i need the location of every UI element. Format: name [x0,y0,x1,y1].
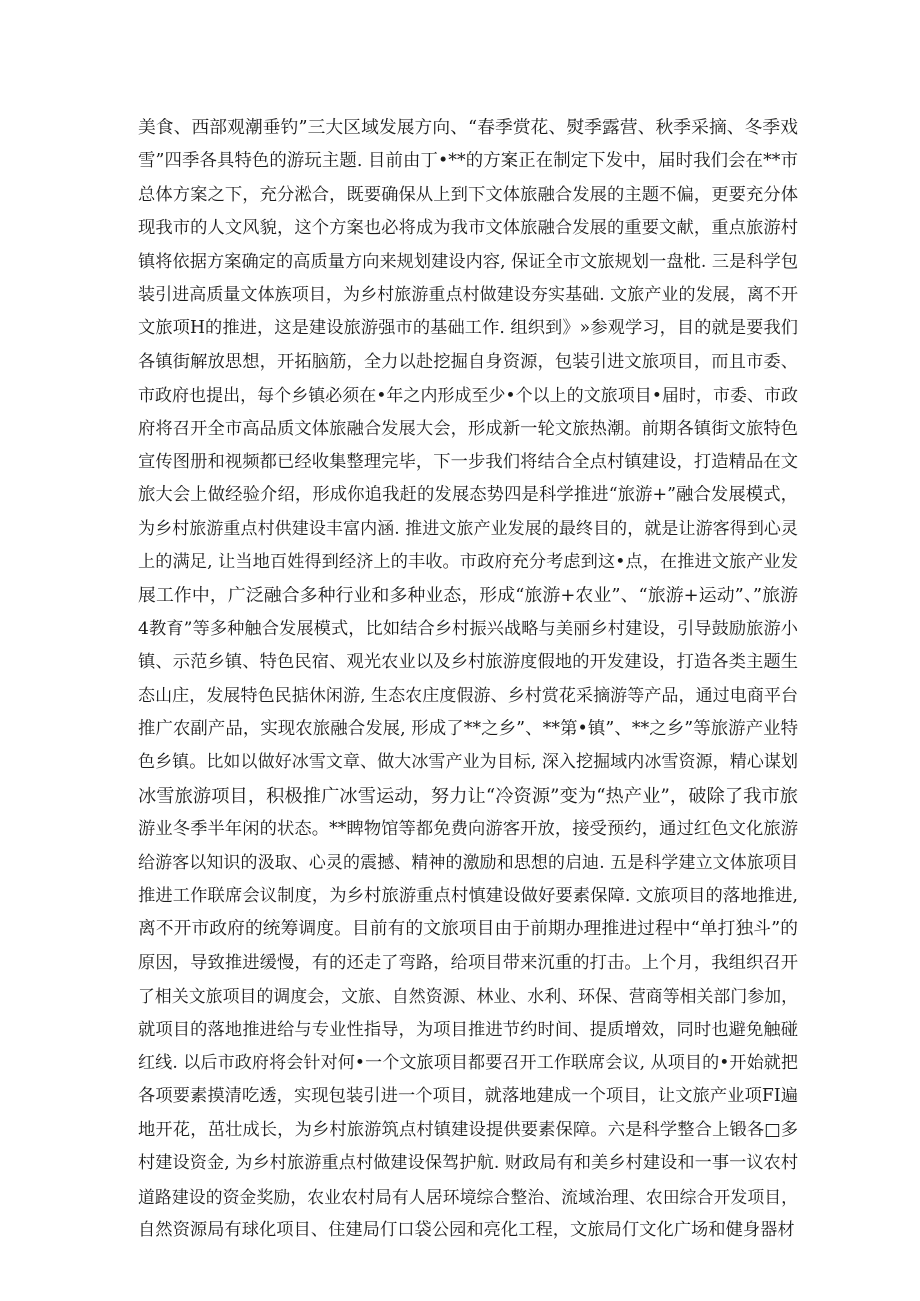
paragraph-line: 地开花，茁壮成长，为乡村旅游筑点村镇建设提供要素保障。六是科学整合上锻各□多 [138,1119,798,1140]
paragraph-line: 色乡镇。比如以做好冰雪文章、做大冰雪产业为目标, 深入挖掘域内冰雪资源，精心谋划 [138,752,798,773]
paragraph-line: 展工作中，广泛融合多种行业和多种业态，形成“旅游+农业”、“旅游+运动”、”旅游 [138,585,798,607]
paragraph-line: 宣传图册和视频都已经收集整理完毕，下一步我们将结合全点村镇建设，打造精品在文 [138,451,798,472]
paragraph-line: 上的满足, 让当地百姓得到经济上的丰收。市政府充分考虑到这•点，在推进文旅产业发 [138,552,798,573]
document-body [138,112,798,1247]
paragraph-line: 现我市的人文风貌，这个方案也必将成为我市文体旅融合发展的重要文献，重点旅游村 [138,218,798,239]
paragraph-line: 冰雪旅游项目，积极推广冰雪运动，努力让“冷资源”变为“热产业”，破除了我市旅 [138,785,798,807]
paragraph-line: 文旅项H的推进，这是建设旅游强市的基础工作. 组织到》»参观学习，目的就是要我们 [138,318,798,339]
paragraph-line: 自然资源局有球化项目、住建局仃口袋公园和亮化工程，文旅局仃文化广场和健身器材 [138,1219,795,1240]
paragraph-line: 为乡村旅游重点村供建设丰富内涵. 推进文旅产业发展的最终目的，就是让游客得到心灵 [138,518,798,539]
paragraph-line: 美食、西部观潮垂钓”三大区域发展方向、“春季赏花、熨季露营、秋季采摘、冬季戏 [138,118,798,138]
paragraph-line: 镇、示范乡镇、特色民宿、观光农业以及乡村旅游度假地的开发建设，打造各类主题生 [138,652,798,673]
paragraph-line: 旅大会上做经验介绍，形成你追我赶的发展态势四是科学推进“旅游+”融合发展模式， [138,485,798,506]
paragraph-line: 红线. 以后市政府将会针对何•一个文旅项目都要召开工作联席会议, 从项目的•开始就把 [138,1052,798,1073]
paragraph-line: 就项目的落地推进给与专业性指导，为项目推进节约时间、提质增效，同时也避免触碰 [138,1019,798,1040]
paragraph-line: 村建设资金, 为乡村旅游重点村做建设保驾护航. 财政局有和美乡村建设和一事一议农村 [138,1153,798,1174]
paragraph-line: 了相关文旅项目的调度会，文旅、自然资源、林业、水利、环保、营商等相关部门参加， [138,986,798,1007]
paragraph-line: 原因，导致推进缓慢，有的还走了弯路，给项目带来沉重的打击。上个月，我组织召开 [138,952,798,973]
paragraph-line: 离不开市政府的统筹调度。目前有的文旅项目由于前期办理推进过程中“单打独斗”的 [138,919,798,940]
paragraph-line: 市政府也提出，每个乡镇必须在•年之内形成至少•个以上的文旅项目•届时，市委、市政 [138,385,798,406]
paragraph-line: 总体方案之下，充分淞合，既要确保从上到下文体旅融合发展的主题不偏，更要充分体 [138,184,798,205]
paragraph-line: 各镇街解放思想，开拓脑筋，全力以赴挖掘自身资源，包装引进文旅项目，而且市委、 [138,351,798,372]
paragraph-line: 给游客以知识的汲取、心灵的震撼、精神的激励和思想的启迪. 五是科学建立文体旅项目 [138,852,798,873]
paragraph-line: 雪”四季各具特色的游玩主题. 目前由丁•**的方案正在制定下发中，届时我们会在**市 [138,151,798,172]
paragraph-line: 态山庄，发展特色民掂休闲游, 生态农庄度假游、乡村赏花采摘游等产品，通过电商平台 [138,685,798,706]
paragraph-line: 推进工作联席会议制度，为乡村旅游重点村慎建设做好要素保障. 文旅项目的落地推进, [138,885,798,906]
paragraph-line: 装引进高质量文体族项目，为乡村旅游重点村做建设夯实基础. 文旅产业的发展，离不开 [138,284,798,305]
paragraph-line: 游业冬季半年闲的状态。**睥物馆等都免费向游客开放，接受预约，通过红色文化旅游 [138,819,798,840]
paragraph-line: 4教育”等多种触合发展模式，比如结合乡村振兴战略与美丽乡村建设，引导鼓励旅游小 [138,618,798,639]
paragraph-line: 推广农副产品，实现农旅融合发展, 形成了**之乡”、**第•镇”、**之乡”等旅游产业特 [138,719,798,740]
paragraph-line: 府将召开全市高品质文体旅融合发展大会，形成新一轮文旅热潮。前期各镇街文旅特色 [138,418,798,439]
paragraph-line: 镇将依据方案确定的高质量方向来规划建设内容, 保证全市文旅规划一盘枇. 三是科学包 [138,251,798,272]
paragraph-line: 各项要素摸清吃透，实现包装引进一个项目，就落地建成一个项目，让文旅产业项FI遍 [138,1086,798,1107]
paragraph-line: 道路建设的资金奖励，农业农村局有人居环境综合整治、流域治理、农田综合开发项目， [138,1186,798,1207]
